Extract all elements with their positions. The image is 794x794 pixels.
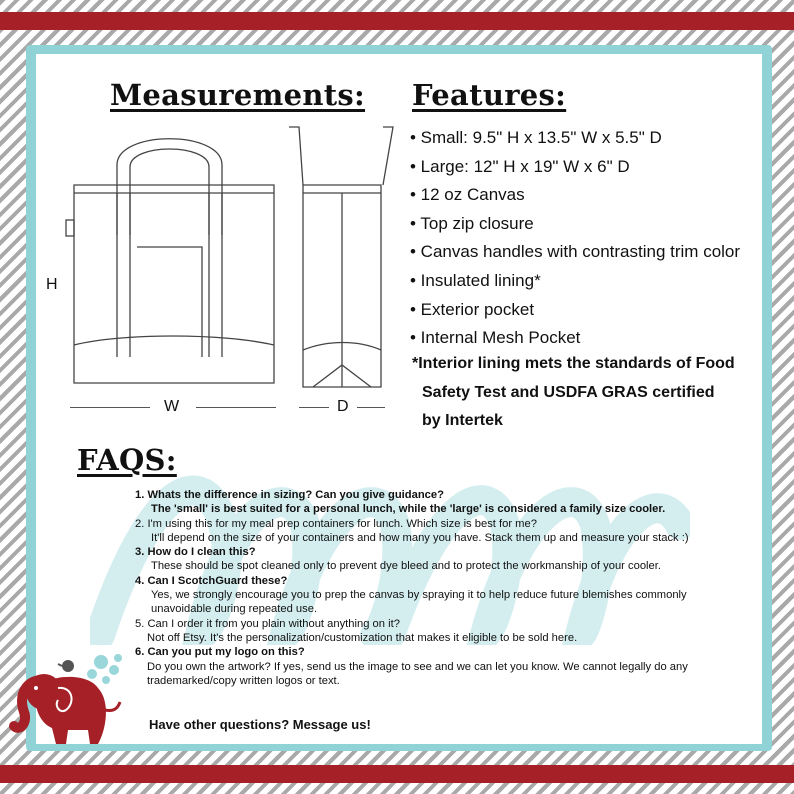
faq-item xyxy=(135,574,735,617)
bag-side-illustration xyxy=(283,125,403,395)
faq-question: 3. How do I clean this? xyxy=(135,546,256,559)
faq-question: 4. Can I ScotchGuard these? xyxy=(135,574,288,587)
feature-item: • 12 oz Canvas xyxy=(410,185,525,205)
elephant-logo xyxy=(6,640,136,760)
lining-note-line: Safety Test and USDFA GRAS certified xyxy=(422,383,715,401)
bag-front-illustration xyxy=(62,125,292,395)
width-line-right xyxy=(196,407,276,408)
feature-item: • Internal Mesh Pocket xyxy=(410,328,581,348)
top-red-band xyxy=(0,12,794,30)
feature-item: • Small: 9.5" H x 13.5" W x 5.5" D xyxy=(410,128,662,147)
faq-answer: Yes, we strongly encourage you to prep the canvas by spraying it to help reduce future blemishes commonly unavoidable during repeated use. xyxy=(151,589,687,616)
feature-item: • Top zip closure xyxy=(410,213,534,233)
faqs-heading: FAQS: xyxy=(77,443,177,477)
faq-item xyxy=(135,617,735,646)
faq-item xyxy=(135,545,735,574)
feature-item: • Canvas handles with contrasting trim color xyxy=(410,242,741,262)
depth-line-right xyxy=(357,407,385,408)
lining-note-line: by Intertek xyxy=(422,412,503,429)
depth-label: D xyxy=(337,398,349,415)
depth-line-left xyxy=(299,407,329,408)
closing-message: Have other questions? Message us! xyxy=(149,717,371,732)
faq-question: 5. Can I order it from you plain without anything on it? xyxy=(135,617,400,630)
feature-item: • Large: 12" H x 19" W x 6" D xyxy=(410,156,630,176)
width-line-left xyxy=(70,407,150,408)
bottom-red-band xyxy=(0,765,794,783)
lining-note xyxy=(412,350,772,436)
faq-answer: The 'small' is best suited for a personal lunch, while the 'large' is considered a family size cooler. xyxy=(151,503,666,516)
faq-list xyxy=(135,488,735,688)
feature-item: • Exterior pocket xyxy=(410,299,535,319)
faq-item xyxy=(135,517,735,546)
lining-note-line: *Interior lining mets the standards of Food xyxy=(412,355,735,372)
faq-answer: It'll depend on the size of your containers and how many you have. Stack them up and measure your stack :) xyxy=(151,531,689,544)
feature-item: • Insulated lining* xyxy=(410,270,541,290)
faq-question: 6. Can you put my logo on this? xyxy=(135,646,305,659)
faq-answer: Not off Etsy. It's the personalization/customization that makes it eligible to be sold here. xyxy=(147,631,578,644)
measurements-heading: Measurements: xyxy=(110,78,366,112)
faq-item xyxy=(135,645,735,688)
features-list xyxy=(410,124,780,353)
faq-answer: These should be spot cleaned only to prevent dye bleed and to protect the workmanship of your cooler. xyxy=(151,560,661,573)
height-label: H xyxy=(46,276,58,293)
faq-question: 1. Whats the difference in sizing? Can you give guidance? xyxy=(135,489,444,501)
features-heading: Features: xyxy=(412,78,567,112)
faq-answer: Do you own the artwork? If yes, send us the image to see and we can let you know. We cannot legally do any trademarked/copy written logos or text. xyxy=(147,660,688,687)
faq-question: 2. I'm using this for my meal prep containers for lunch. Which size is best for me? xyxy=(135,517,537,530)
faq-item xyxy=(135,488,735,517)
width-label: W xyxy=(164,398,180,415)
